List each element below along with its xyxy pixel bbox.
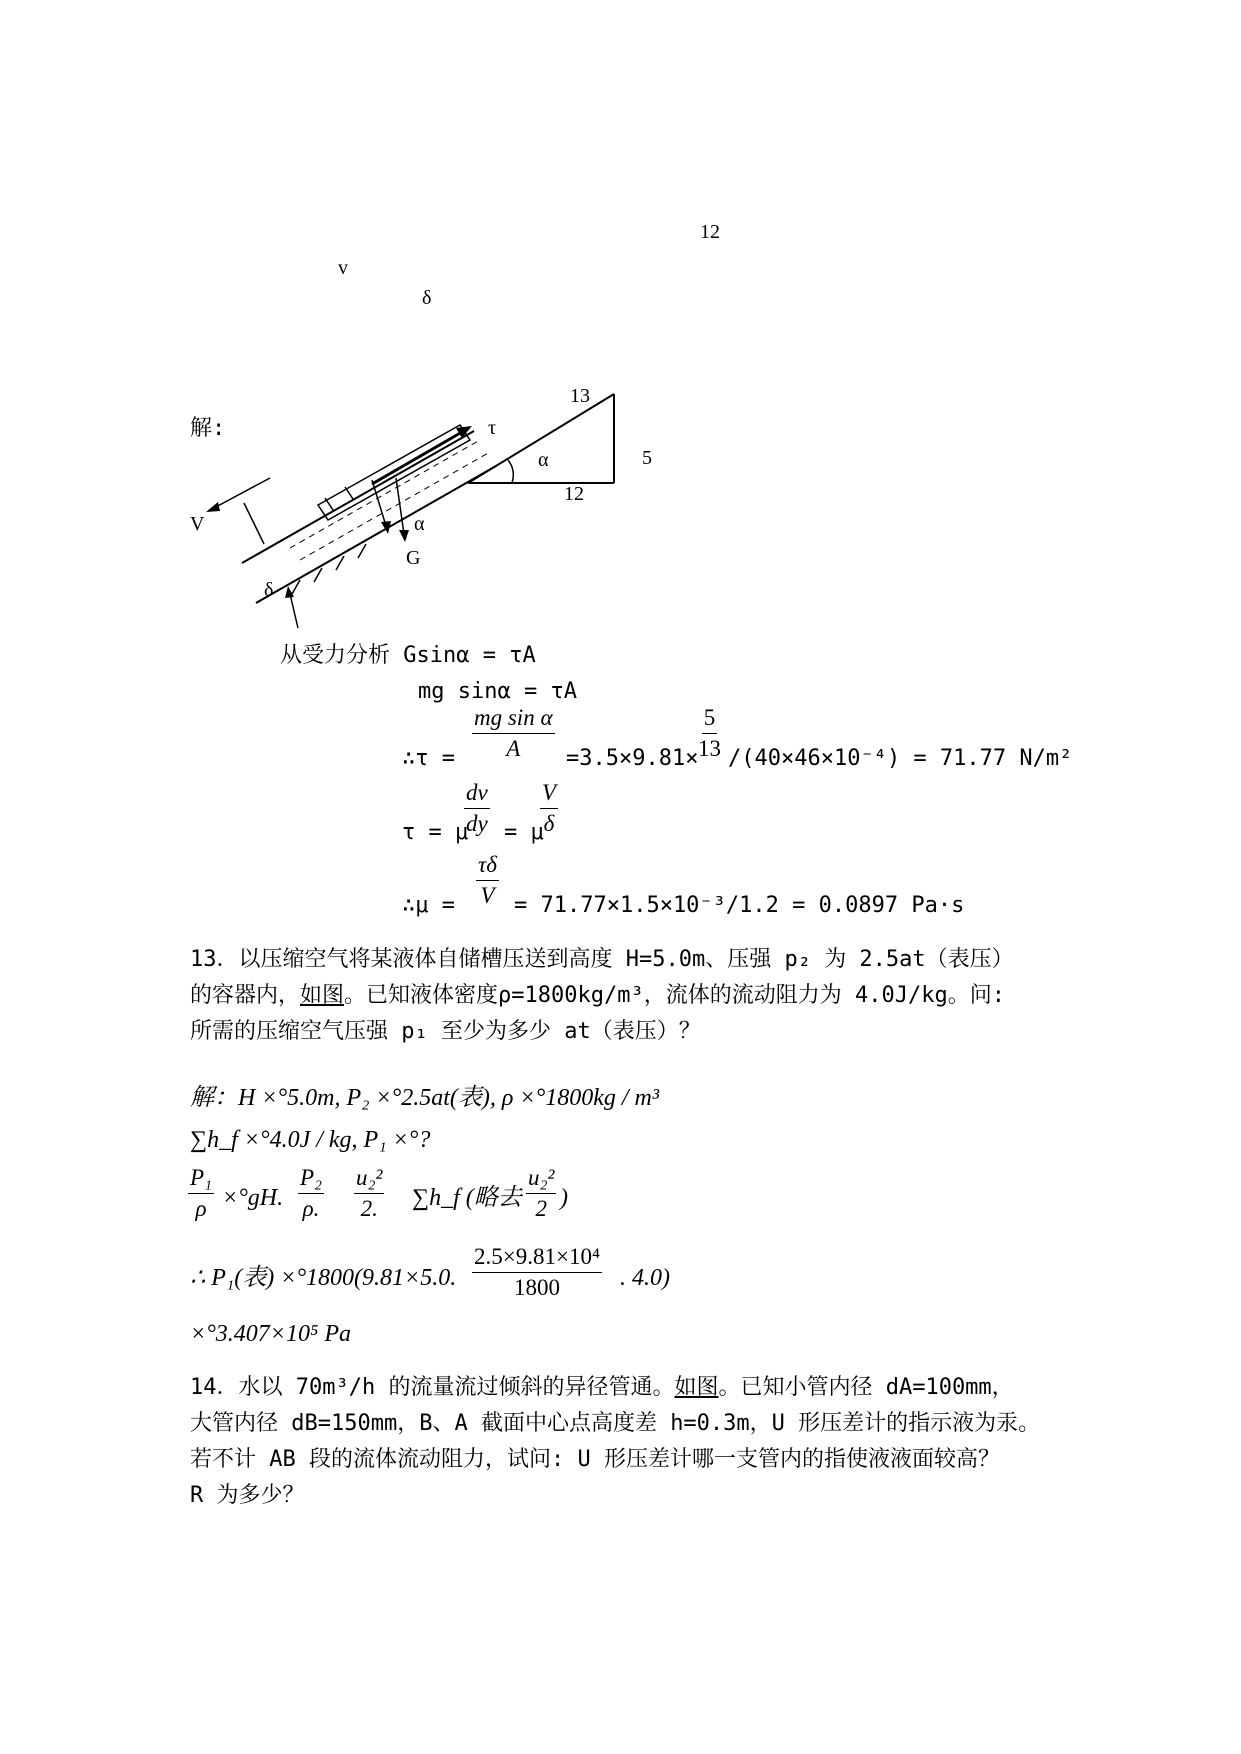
tau-fraction: $\frac{\text{mg sin α}}{A}$ [474,705,553,761]
incline-diagram [0,0,1241,640]
q14-line2: 大管内径 dB=150mm，B、A 截面中心点高度差 h=0.3m，U 形压差计的指示液为汞。 [190,1411,1041,1436]
viscosity-lhs: τ = μ [402,820,469,845]
p1-rho-fraction: $\frac{\text{P₁}}{\rho}$ [190,1165,213,1221]
gravity-arrow [396,478,404,534]
q14-line4: R 为多少？ [190,1483,305,1508]
figure-link-14[interactable]: 如图 [674,1375,719,1400]
tau-ratio-fraction: $\frac{5}{13}$ [698,705,721,761]
q13-calc-tail: . 4.0) [620,1265,670,1291]
dv-dy-fraction: $\frac{dv}{dy}$ [466,780,488,836]
triangle-label-5: 5 [642,447,652,469]
solution-label-12: 解: [190,416,226,441]
oil-film-dashed-2 [300,452,490,560]
p2-rho-fraction: $\frac{\text{P₂}}{\rho.}$ [300,1165,323,1221]
triangle-label-12: 12 [564,483,584,505]
v-delta-fraction: $\frac{V}{\delta}$ [542,780,557,836]
tau-result: /(40×46×10⁻⁴) = 71.77 N/m² [728,746,1073,771]
force-balance-line: 从受力分析 Gsinα = τA [280,643,536,668]
u2-2-fraction-omit: $\frac{\text{u₂²}}{2}$ [528,1165,555,1221]
mg-sin-line: mg sinα = τA [418,679,577,704]
label-alpha-low: α [414,513,425,535]
question-14 [190,1370,1070,1514]
q13-sol-line2: ∑h_f ×°4.0J / kg, P₁ ×°? [190,1127,431,1153]
mu-lhs: ∴μ = [402,893,455,918]
q13-line1: 13．以压缩空气将某液体自储槽压送到高度 H=5.0m、压强 p₂ 为 2.5at（表压） [190,947,1014,972]
velocity-arrow [214,478,270,508]
q13-close-paren: ) [560,1185,568,1211]
label-V: V [190,513,205,535]
angle-arc [508,460,513,483]
q14-line1: 14．水以 70m³/h 的流量流过倾斜的异径管通。如图。已知小管内径 dA=100mm， [190,1375,1014,1400]
oil-film-dashed-1 [290,440,480,548]
mu-fraction: $\frac{\tau\delta}{V}$ [478,852,497,908]
q13-p1-calc: ∴ P₁(表) ×°1800(9.81×5.0. [190,1265,457,1291]
label-v-top: v [338,257,348,279]
label-tau: τ [488,417,497,439]
figure-link-13[interactable]: 如图 [300,983,345,1008]
q14-line3: 若不计 AB 段的流体流动阻力，试问: U 形压差计哪一支管内的指使液液面较高？ [190,1447,1000,1472]
label-delta: δ [264,579,274,601]
q13-sol-line1: 解：H ×°5.0m, P₂ ×°2.5at(表), ρ ×°1800kg / m³ [190,1085,660,1111]
mu-result: = 71.77×1.5×10⁻³/1.2 = 0.0897 Pa·s [514,893,965,918]
q13-gh: ×°gH. [222,1185,284,1211]
q13-line3: 所需的压缩空气压强 p₁ 至少为多少 at（表压）？ [190,1019,701,1044]
viscosity-mid: = μ [504,820,544,845]
tau-lhs: ∴τ = [402,746,455,771]
q13-result: ×°3.407×10⁵ Pa [190,1321,351,1347]
question-13 [190,942,1070,1050]
tau-mid: =3.5×9.81× [566,746,699,771]
label-delta-top: δ [422,287,432,309]
q13-calc-fraction: $\frac{\text{2.5×9.81×10⁴}}{1800}$ [474,1244,600,1300]
label-12-top: 12 [700,221,720,243]
label-G: G [406,547,421,569]
triangle-label-13: 13 [570,385,590,407]
q13-line2: 的容器内，如图。已知液体密度ρ=1800kg/m³，流体的流动阻力为 4.0J/kg。问: [190,983,1005,1008]
triangle-label-alpha: α [538,449,549,471]
q13-sum-hf: ∑h_f (略去 [412,1185,522,1211]
u2-2-fraction: $\frac{\text{u₂²}}{2.}$ [356,1165,383,1221]
incline-upper-line [242,431,474,563]
